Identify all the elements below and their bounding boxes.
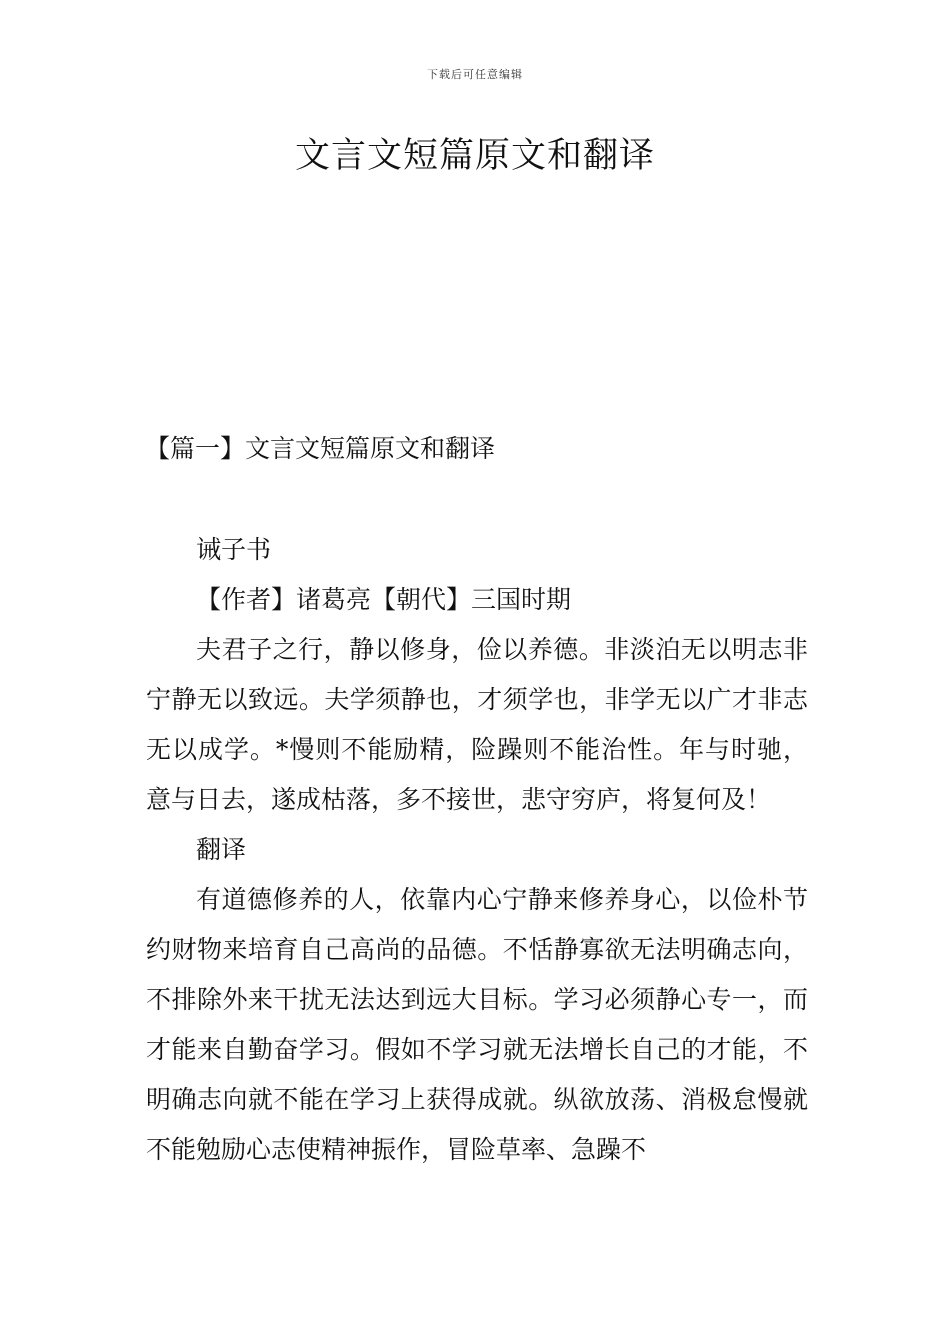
poem-title: 诫子书 <box>196 535 272 564</box>
section-heading: 【篇一】文言文短篇原文和翻译 <box>145 434 496 463</box>
header-note: 下载后可任意编辑 <box>427 68 523 81</box>
author-line: 【作者】诸葛亮【朝代】三国时期 <box>196 585 572 614</box>
original-text-paragraph: 夫君子之行，静以修身，俭以养德。非淡泊无以明志非宁静无以致远。夫学须静也，才须学也，非学无以广才非志无以成学。*慢则不能励精，险躁则不能治性。年与时驰，意与日去，遂成枯落，多不接世，悲守穷庐，将复何及！ <box>146 635 808 814</box>
translation-label: 翻译 <box>196 835 247 864</box>
translation-paragraph: 有道德修养的人，依靠内心宁静来修养身心，以俭朴节约财物来培育自己高尚的品德。不恬静寡欲无法明确志向，不排除外来干扰无法达到远大目标。学习必须静心专一，而才能来自勤奋学习。假如不学习就无法增长自己的才能，不明确志向就不能在学习上获得成就。纵欲放荡、消极怠慢就不能勉励心志使精神振作，冒险草率、急躁不 <box>146 885 808 1164</box>
document-title: 文言文短篇原文和翻译 <box>294 136 655 176</box>
body-text <box>146 525 808 1175</box>
